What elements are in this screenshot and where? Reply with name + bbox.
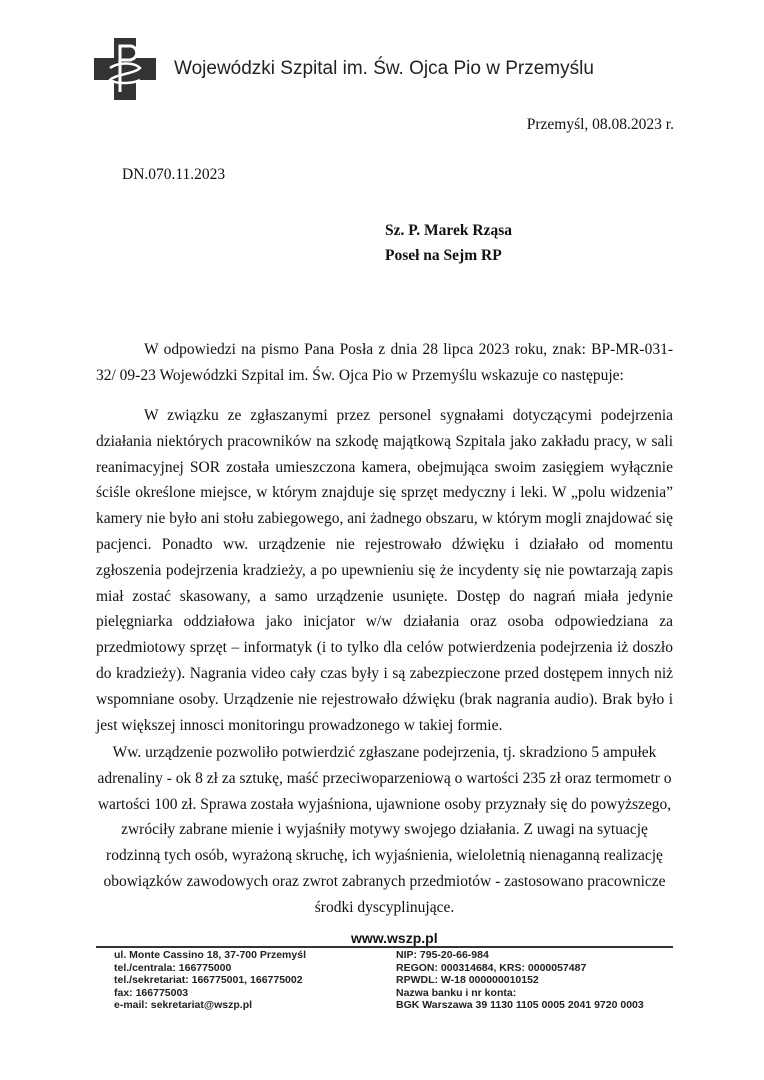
recipient-name: Sz. P. Marek Rząsa (385, 222, 513, 239)
footer-phone-central: tel./centrala: 166775000 (114, 961, 232, 974)
hospital-name: Wojewódzki Szpital im. Św. Ojca Pio w Przemyślu (174, 58, 594, 79)
footer-phone-secretariat: tel./sekretariat: 166775001, 166775002 (114, 974, 303, 986)
footer-registry (396, 949, 644, 1012)
result-paragraph (96, 740, 673, 921)
recipient-block (385, 218, 512, 268)
intro-paragraph (96, 337, 673, 389)
intro-text: W odpowiedzi na pismo Pana Posła z dnia 28 lipca 2023 roku, znak: BP-MR-031-32/ 09-23 Wojewódzki Szpital im. Św. Ojca Pio w Przemyślu wskazuje co następuje: (96, 341, 673, 384)
main-text: W związku ze zgłaszanymi przez personel sygnałami dotyczącymi podejrzenia działania niektórych pracowników na szkodę majątkową Szpitala jako zakładu pracy, w sali reanimacyjnej SOR została umieszczona kamera, obejmująca swoim zasięgiem wyłącznie ściśle określone miejsce, w którym znajduje się sprzęt medyczny i leki. W „polu widzenia” kamery nie było ani stołu zabiegowego, ani żadnego obszaru, w którym mogli znajdować się pacjenci. Ponadto ww. urządzenie nie rejestrowało dźwięku i działało od momentu zgłoszenia podejrzenia kradzieży, a po upewnieniu się że incydenty się nie powtarzają zapis miał zostać skasowany, a samo urządzenie usunięte. Dostęp do nagrań miała jedynie pielęgniarka oddziałowa jako inicjator w/w działania oraz osoba odpowiedziana za przedmiotowy sprzęt – informatyk (i to tylko dla celów potwierdzenia podejrzenia iż doszło do kradzieży). Nagrania video cały czas były i są zabezpieczone przed dostępem innych niż wspomniane osoby. Urządzenie nie rejestrowało dźwięku (brak nagrania audio). Brak było i jest większej innosci monitoringu prowadzonego w takiej formie. (96, 407, 673, 734)
footer-rpwdl: RPWDL: W-18 000000010152 (396, 974, 539, 986)
footer-bank-account: BGK Warszawa 39 1130 1105 0005 2041 9720 0003 (396, 999, 644, 1011)
hospital-logo (94, 38, 156, 100)
result-text: Ww. urządzenie pozwoliło potwierdzić zgłaszane podejrzenia, tj. skradziono 5 ampułek adrenaliny - ok 8 zł za sztukę, maść przeciwoparzeniową o wartości 235 zł oraz termometr o wartości 100 zł. Sprawa została wyjaśniona, ujawnione osoby przyznały się do powyższego, zwróciły zabrane mienie i wyjaśniły motywy swojego działania. Z uwagi na sytuację rodzinną tych osób, wyrażoną skruchę, ich wyjaśnienia, wieloletnią nienaganną realizację obowiązków zawodowych oraz zwrot zabranych przedmiotów - zastosowano pracownicze środki dyscyplinujące. (97, 744, 672, 916)
main-paragraph (96, 403, 673, 738)
footer-contact (114, 949, 306, 1012)
footer-email[interactable]: e-mail: sekretariat@wszp.pl (114, 999, 253, 1011)
footer-fax: fax: 166775003 (114, 986, 189, 999)
footer-divider (96, 946, 673, 948)
recipient-title: Poseł na Sejm RP (385, 247, 502, 264)
place-date: Przemyśl, 08.08.2023 r. (526, 116, 674, 133)
website-link[interactable]: www.wszp.pl (351, 930, 438, 946)
footer-regon: REGON: 000314684, KRS: 0000057487 (396, 961, 587, 974)
footer-nip: NIP: 795-20-66-984 (396, 949, 489, 961)
footer-bank-label: Nazwa banku i nr konta: (396, 986, 517, 999)
reference-number: DN.070.11.2023 (122, 166, 226, 183)
footer-address: ul. Monte Cassino 18, 37-700 Przemyśl (114, 949, 306, 961)
